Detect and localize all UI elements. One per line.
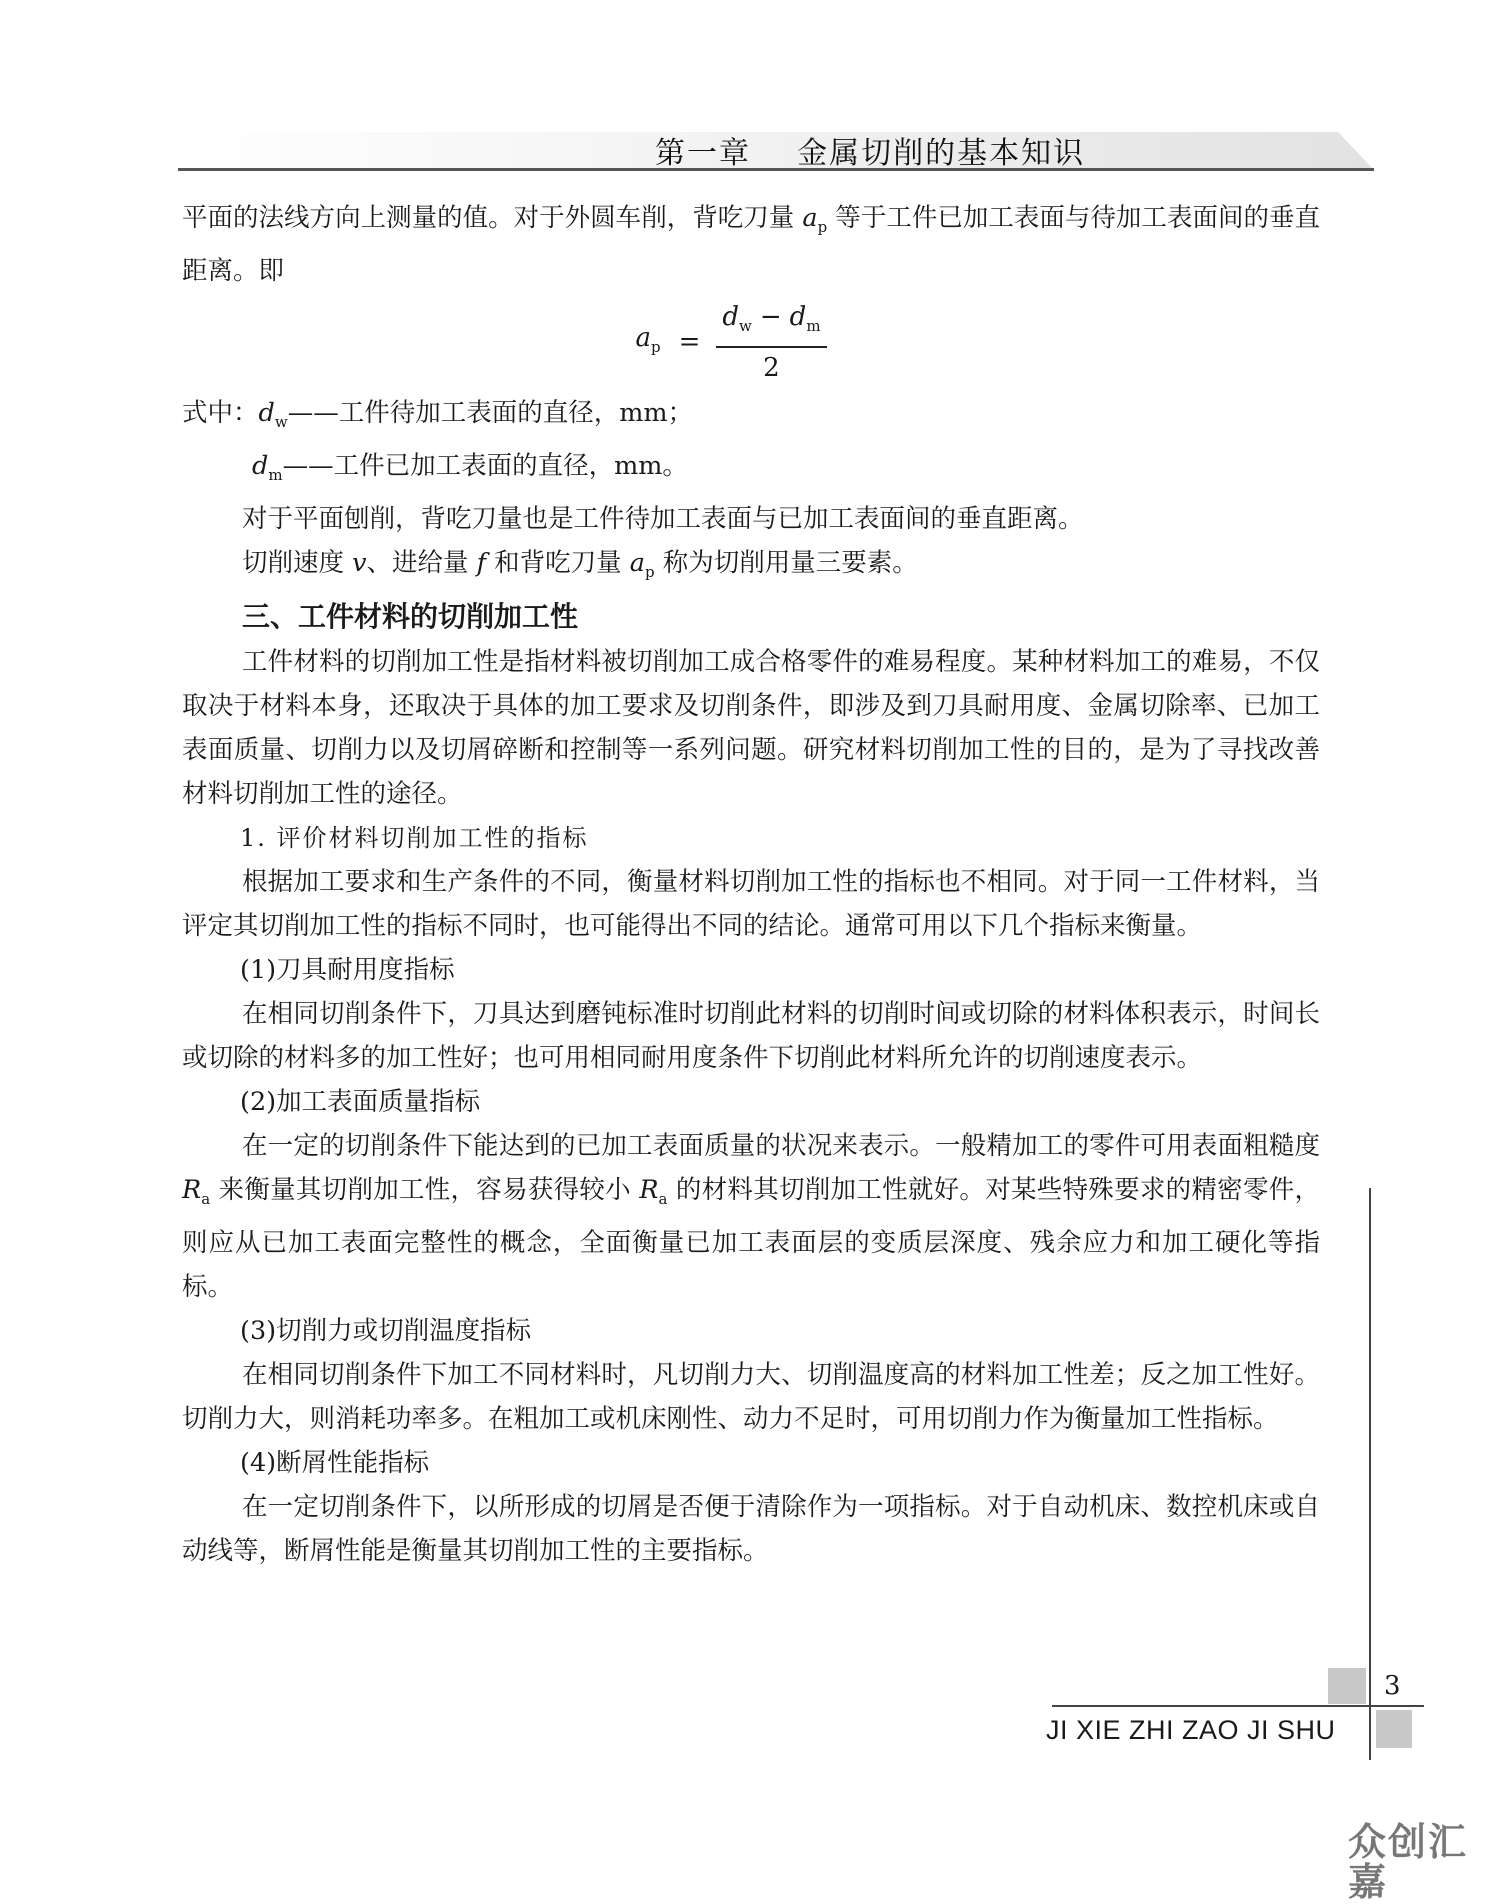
footer-square (1328, 1668, 1366, 1704)
paragraph: 在一定的切削条件下能达到的已加工表面质量的状况来表示。一般精加工的零件可用表面粗糙度 $R_a$ 来衡量其切削加工性，容易获得较小 $R_a$ 的材料其切削加工性就好。对某些特殊要求的精密零件，则应从已加工表面完整性的概念，全面衡量已加工表面层的变质层深度、残余应力和加工硬化等指标。 (182, 1131, 1321, 1303)
chapter-title: 第一章 金属切削的基本知识 (655, 136, 1086, 171)
paragraph: 在一定切削条件下，以所形成的切屑是否便于清除作为一项指标。对于自动机床、数控机床或自动线等，断屑性能是衡量其切削加工性的主要指标。 (182, 1492, 1320, 1567)
paragraph: 对于平面刨削，背吃刀量也是工件待加工表面与已加工表面间的垂直距离。 (242, 504, 1084, 535)
paragraph: 平面的法线方向上测量的值。对于外圆车削，背吃刀量 $a_p$ 等于工件已加工表面与待加工表面间的垂直距离。即 (182, 203, 1320, 287)
item-heading: (1)刀具耐用度指标 (240, 955, 455, 986)
footer-text: JI XIE ZHI ZAO JI SHU (1046, 1715, 1336, 1745)
paragraph: 在相同切削条件下，刀具达到磨钝标准时切削此材料的切削时间或切除的材料体积表示，时间长或切除的材料多的加工性好；也可用相同耐用度条件下切削此材料所允许的切削速度表示。 (182, 999, 1320, 1074)
paragraph: 在相同切削条件下加工不同材料时，凡切削力大、切削温度高的材料加工性差；反之加工性好。切削力大，则消耗功率多。在粗加工或机床刚性、动力不足时，可用切削力作为衡量加工性指标。 (182, 1360, 1320, 1435)
formula-depth-of-cut: $a_p$ = $\frac{d_w - d_m}{2}$ (182, 293, 1320, 391)
fraction: $\frac{d_w - d_m}{2}$ (716, 299, 826, 386)
footer-square (1376, 1710, 1412, 1748)
formula-definitions (182, 391, 1320, 497)
section-heading: 三、工件材料的切削加工性 (242, 600, 579, 634)
definition-line: 式中：$d_w——$工件待加工表面的直径，mm； (182, 398, 694, 432)
paragraph: 工件材料的切削加工性是指材料被切削加工成合格零件的难易程度。某种材料加工的难易，不仅取决于材料本身，还取决于具体的加工要求及切削条件，即涉及到刀具耐用度、金属切除率、已加工表面质量、切削力以及切屑碎断和控制等一系列问题。研究材料切削加工性的目的，是为了寻找改善材料切削加工性的途径。 (182, 647, 1320, 810)
paragraph: 切削速度 v、进给量 f 和背吃刀量 $a_p$ 称为切削用量三要素。 (242, 548, 918, 582)
watermark: 众创汇嘉 (1348, 1820, 1469, 1904)
item-heading: (3)切削力或切削温度指标 (240, 1316, 532, 1347)
subsection-heading: 1. 评价材料切削加工性的指标 (240, 824, 589, 853)
page-number: 3 (1384, 1671, 1401, 1701)
page-body (182, 196, 1320, 1573)
paragraph: 根据加工要求和生产条件的不同，衡量材料切削加工性的指标也不相同。对于同一工件材料，当评定其切削加工性的指标不同时，也可能得出不同的结论。通常可用以下几个指标来衡量。 (182, 867, 1320, 942)
footer-horizontal-rule (1052, 1705, 1424, 1707)
footer-vertical-rule (1369, 1188, 1371, 1760)
item-heading: (4)断屑性能指标 (240, 1448, 430, 1479)
item-heading: (2)加工表面质量指标 (240, 1087, 481, 1118)
definition-line: $d_m——$工件已加工表面的直径，mm。 (252, 451, 688, 485)
